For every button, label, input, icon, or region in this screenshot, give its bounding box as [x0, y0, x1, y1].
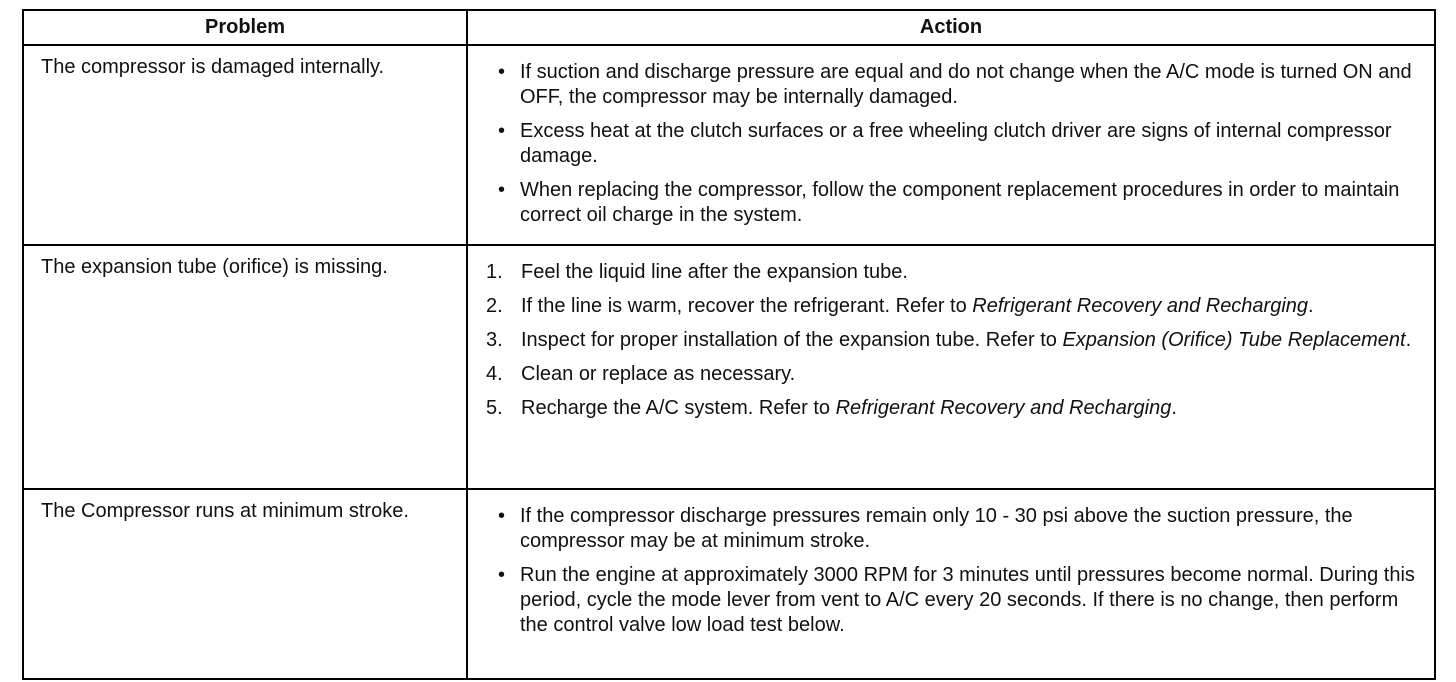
action-cell	[467, 245, 1435, 489]
problem-cell: The expansion tube (orifice) is missing.	[23, 245, 467, 489]
action-text: When replacing the compressor, follow the component replacement procedures in order to maintain correct oil charge in the system.	[520, 179, 1400, 226]
bullet-icon: •	[498, 564, 506, 586]
table-header-row	[23, 10, 1435, 45]
step-number: 1.	[486, 261, 503, 283]
action-text-tail: .	[1171, 397, 1177, 419]
action-text: Excess heat at the clutch surfaces or a free wheeling clutch driver are signs of internal compressor damage.	[520, 120, 1392, 167]
step-number: 5.	[486, 397, 503, 419]
action-text: Clean or replace as necessary.	[521, 363, 796, 385]
action-item	[486, 328, 1420, 353]
action-item	[496, 178, 1420, 228]
reference-link-text: Expansion (Orifice) Tube Replacement	[1062, 329, 1406, 351]
action-cell	[467, 45, 1435, 245]
action-text: Recharge the A/C system. Refer to	[521, 397, 836, 419]
action-text: Inspect for proper installation of the expansion tube. Refer to	[521, 329, 1063, 351]
bullet-icon: •	[498, 120, 506, 142]
bullet-icon: •	[498, 505, 506, 527]
step-number: 3.	[486, 329, 503, 351]
problem-cell: The compressor is damaged internally.	[23, 45, 467, 245]
reference-link-text: Refrigerant Recovery and Recharging	[972, 295, 1309, 317]
bullet-icon: •	[498, 61, 506, 83]
action-item	[486, 294, 1420, 319]
column-header-problem: Problem	[23, 10, 467, 45]
action-text-tail: .	[1308, 295, 1314, 317]
action-list	[486, 260, 1420, 421]
action-text: If the compressor discharge pressures remain only 10 - 30 psi above the suction pressure, the compressor may be at minimum stroke.	[520, 505, 1353, 552]
action-item	[496, 60, 1420, 110]
action-item	[486, 260, 1420, 285]
table-row	[23, 245, 1435, 489]
action-text: Run the engine at approximately 3000 RPM for 3 minutes until pressures become normal. During this period, cycle the mode lever from vent to A/C every 20 seconds. If there is no change, then perform the control valve low load test below.	[520, 564, 1415, 636]
action-list	[496, 60, 1420, 228]
action-list	[496, 504, 1420, 638]
problem-cell: The Compressor runs at minimum stroke.	[23, 489, 467, 679]
action-text: If the line is warm, recover the refrigerant. Refer to	[521, 295, 973, 317]
table-row	[23, 489, 1435, 679]
action-item	[496, 119, 1420, 169]
action-cell	[467, 489, 1435, 679]
action-item	[486, 396, 1420, 421]
action-text: Feel the liquid line after the expansion tube.	[521, 261, 908, 283]
action-text: If suction and discharge pressure are equal and do not change when the A/C mode is turned ON and OFF, the compressor may be internally damaged.	[520, 61, 1412, 108]
diagnostic-table	[22, 9, 1436, 680]
action-item	[496, 504, 1420, 554]
step-number: 2.	[486, 295, 503, 317]
bullet-icon: •	[498, 179, 506, 201]
step-number: 4.	[486, 363, 503, 385]
reference-link-text: Refrigerant Recovery and Recharging	[835, 397, 1172, 419]
action-text-tail: .	[1405, 329, 1412, 351]
column-header-action: Action	[467, 10, 1435, 45]
action-item	[496, 563, 1420, 638]
table-row	[23, 45, 1435, 245]
action-item	[486, 362, 1420, 387]
